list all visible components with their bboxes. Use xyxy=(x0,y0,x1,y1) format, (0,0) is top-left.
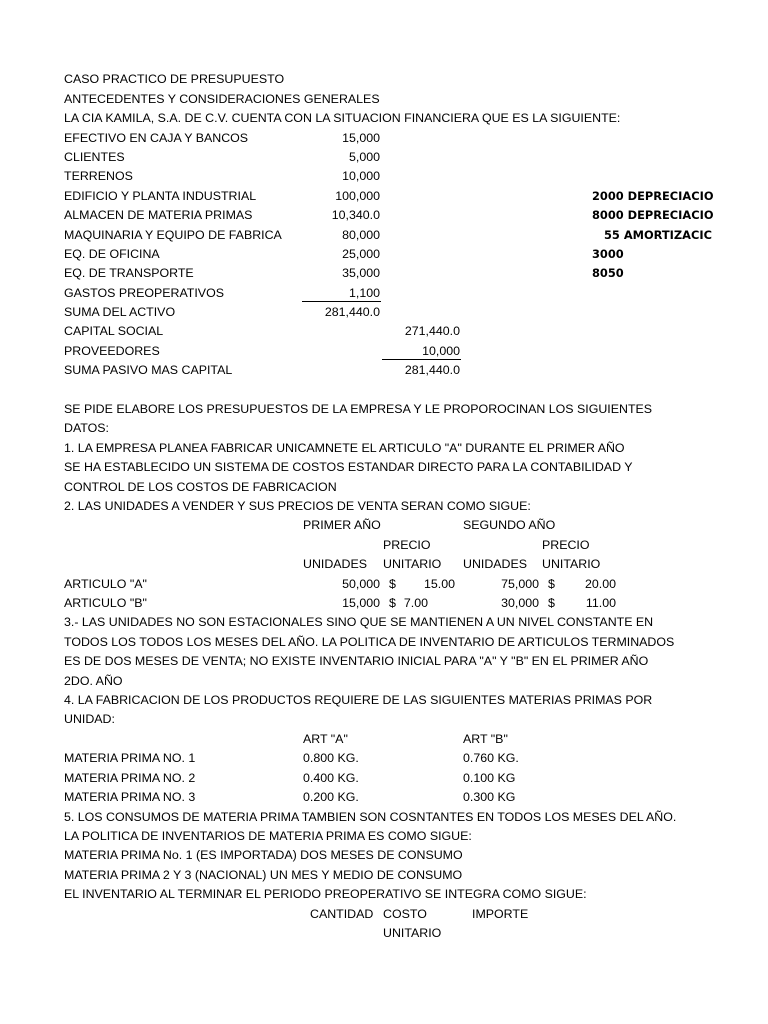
sales-units-y2: 30,000 xyxy=(501,596,539,610)
total-assets-label: SUMA DEL ACTIVO xyxy=(64,305,176,319)
body-line: LA POLITICA DE INVENTARIOS DE MATERIA PRIMA ES COMO SIGUE: xyxy=(64,829,472,843)
asset-value: 15,000 xyxy=(342,131,380,145)
doc-subtitle: ANTECEDENTES Y CONSIDERACIONES GENERALES xyxy=(64,92,380,106)
total-liab-value: 281,440.0 xyxy=(404,363,460,377)
capital-label: CAPITAL SOCIAL xyxy=(64,324,164,338)
inventory-importe-header: IMPORTE xyxy=(472,907,529,921)
sales-price-y2: 11.00 xyxy=(585,596,616,610)
body-line: 1. LA EMPRESA PLANEA FABRICAR UNICAMNETE EL ARTICULO "A" DURANTE EL PRIMER AÑO xyxy=(64,441,625,455)
material-qty-a: 0.800 KG. xyxy=(303,751,359,765)
sales-row-label: ARTICULO "B" xyxy=(64,596,147,610)
sales-year1-header: PRIMER AÑO xyxy=(303,518,381,532)
currency-sign: $ xyxy=(548,577,555,591)
side-note: 8050 xyxy=(592,266,624,280)
asset-value: 10,000 xyxy=(342,169,380,183)
sales-units-y2: 75,000 xyxy=(501,577,539,591)
sales-unitario-header: UNITARIO xyxy=(542,557,601,571)
sales-price-y1: 7.00 xyxy=(403,596,428,610)
currency-sign: $ xyxy=(389,577,396,591)
asset-label: EQ. DE TRANSPORTE xyxy=(64,266,194,280)
asset-value: 1,100 xyxy=(348,286,380,300)
sales-unidades-header: UNIDADES xyxy=(463,557,528,571)
sales-precio-header: PRECIO xyxy=(383,538,431,552)
sales-unidades-header: UNIDADES xyxy=(303,557,368,571)
body-line: SE PIDE ELABORE LOS PRESUPUESTOS DE LA EMPRESA Y LE PROPOROCINAN LOS SIGUIENTES xyxy=(64,402,653,416)
material-qty-a: 0.200 KG. xyxy=(303,790,359,804)
body-line: DATOS: xyxy=(64,421,109,435)
body-line: 4. LA FABRICACION DE LOS PRODUCTOS REQUIERE DE LAS SIGUIENTES MATERIAS PRIMAS POR xyxy=(64,693,653,707)
material-qty-b: 0.100 KG xyxy=(463,771,516,785)
body-line: 5. LOS CONSUMOS DE MATERIA PRIMA TAMBIEN SON COSNTANTES EN TODOS LOS MESES DEL AÑO. xyxy=(64,810,677,824)
body-line: 2. LAS UNIDADES A VENDER Y SUS PRECIOS DE VENTA SERAN COMO SIGUE: xyxy=(64,499,531,513)
suppliers-value: 10,000 xyxy=(422,344,460,358)
asset-label: GASTOS PREOPERATIVOS xyxy=(64,286,224,300)
inventory-cantidad-header: CANTIDAD xyxy=(310,907,374,921)
inventory-costo-header: COSTO xyxy=(383,907,427,921)
materials-col-b: ART "B" xyxy=(463,732,508,746)
body-line: TODOS LOS TODOS LOS MESES DEL AÑO. LA POLITICA DE INVENTARIO DE ARTICULOS TERMINADOS xyxy=(64,635,675,649)
sales-unitario-header: UNITARIO xyxy=(383,557,442,571)
sales-units-y1: 15,000 xyxy=(342,596,380,610)
subtotal-rule xyxy=(382,359,461,360)
asset-value: 5,000 xyxy=(348,150,380,164)
body-line: EL INVENTARIO AL TERMINAR EL PERIODO PREOPERATIVO SE INTEGRA COMO SIGUE: xyxy=(64,887,587,901)
asset-label: CLIENTES xyxy=(64,150,125,164)
material-label: MATERIA PRIMA NO. 2 xyxy=(64,771,196,785)
asset-value: 35,000 xyxy=(342,266,380,280)
capital-value: 271,440.0 xyxy=(404,324,460,338)
asset-label: EQ. DE OFICINA xyxy=(64,247,160,261)
currency-sign: $ xyxy=(389,596,396,610)
total-assets-value: 281,440.0 xyxy=(324,305,380,319)
body-line: SE HA ESTABLECIDO UN SISTEMA DE COSTOS ESTANDAR DIRECTO PARA LA CONTABILIDAD Y xyxy=(64,460,633,474)
subtotal-rule xyxy=(302,301,381,302)
sales-precio-header: PRECIO xyxy=(542,538,590,552)
asset-label: EFECTIVO EN CAJA Y BANCOS xyxy=(64,131,249,145)
material-qty-b: 0.760 KG. xyxy=(463,751,519,765)
side-note: 8000 DEPRECIACIO xyxy=(592,208,714,222)
body-line: UNIDAD: xyxy=(64,712,115,726)
asset-label: EDIFICIO Y PLANTA INDUSTRIAL xyxy=(64,189,257,203)
body-line: MATERIA PRIMA 2 Y 3 (NACIONAL) UN MES Y MEDIO DE CONSUMO xyxy=(64,868,463,882)
side-note: 2000 DEPRECIACIO xyxy=(592,189,714,203)
doc-intro: LA CIA KAMILA, S.A. DE C.V. CUENTA CON LA SITUACION FINANCIERA QUE ES LA SIGUIENTE: xyxy=(64,111,621,125)
body-line: 2DO. AÑO xyxy=(64,674,123,688)
material-label: MATERIA PRIMA NO. 1 xyxy=(64,751,196,765)
asset-label: MAQUINARIA Y EQUIPO DE FABRICA xyxy=(64,228,282,242)
material-qty-b: 0.300 KG xyxy=(463,790,516,804)
suppliers-label: PROVEEDORES xyxy=(64,344,160,358)
material-qty-a: 0.400 KG. xyxy=(303,771,359,785)
sales-price-y2: 20.00 xyxy=(584,577,616,591)
asset-value: 80,000 xyxy=(342,228,380,242)
body-line: MATERIA PRIMA No. 1 (ES IMPORTADA) DOS MESES DE CONSUMO xyxy=(64,848,463,862)
asset-value: 25,000 xyxy=(342,247,380,261)
body-line: ES DE DOS MESES DE VENTA; NO EXISTE INVENTARIO INICIAL PARA "A" Y "B" EN EL PRIMER AÑO xyxy=(64,654,649,668)
asset-value: 100,000 xyxy=(335,189,380,203)
asset-value: 10,340.0 xyxy=(331,208,380,222)
body-line: 3.- LAS UNIDADES NO SON ESTACIONALES SINO QUE SE MANTIENEN A UN NIVEL CONSTANTE EN xyxy=(64,615,654,629)
side-note: 55 AMORTIZACIC xyxy=(604,228,712,242)
material-label: MATERIA PRIMA NO. 3 xyxy=(64,790,196,804)
sales-price-y1: 15.00 xyxy=(423,577,455,591)
total-liab-label: SUMA PASIVO MAS CAPITAL xyxy=(64,363,233,377)
sales-year2-header: SEGUNDO AÑO xyxy=(463,518,556,532)
asset-label: ALMACEN DE MATERIA PRIMAS xyxy=(64,208,253,222)
body-line: CONTROL DE LOS COSTOS DE FABRICACION xyxy=(64,480,337,494)
inventory-unitario-header: UNITARIO xyxy=(383,926,442,940)
materials-col-a: ART "A" xyxy=(303,732,348,746)
sales-units-y1: 50,000 xyxy=(342,577,380,591)
sales-row-label: ARTICULO "A" xyxy=(64,577,147,591)
asset-label: TERRENOS xyxy=(64,169,133,183)
doc-title: CASO PRACTICO DE PRESUPUESTO xyxy=(64,72,285,86)
currency-sign: $ xyxy=(548,596,555,610)
side-note: 3000 xyxy=(592,247,624,261)
